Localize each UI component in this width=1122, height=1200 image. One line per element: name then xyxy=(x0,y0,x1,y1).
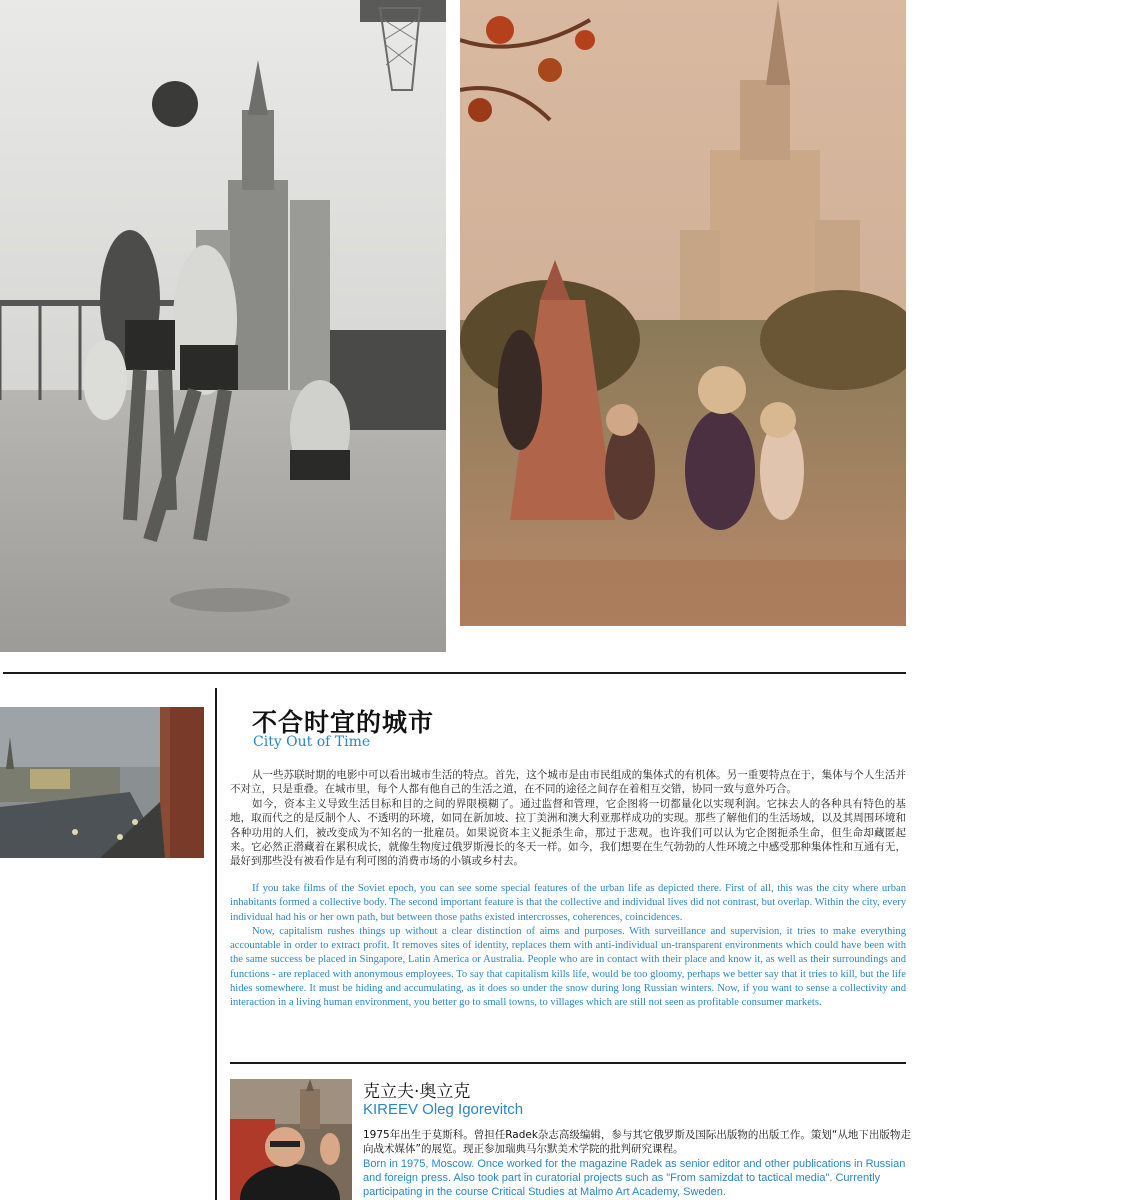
article-body-zh xyxy=(230,768,906,869)
article-body-en xyxy=(230,882,906,1011)
article-title-zh: 不合时宜的城市 xyxy=(252,708,435,737)
moscow-river-photo xyxy=(0,707,204,858)
author-name-en: KIREEV Oleg Igorevitch xyxy=(363,1101,524,1118)
tower-children-photo xyxy=(460,0,906,626)
author-bio-zh: 1975年出生于莫斯科。曾担任Radek杂志高级编辑，参与其它俄罗斯及国际出版物的出版工作。策划“从地下出版物走向战术媒体”的展览。现正参加瑞典马尔默美术学院的批判研究课程。 xyxy=(363,1129,911,1155)
paragraph-zh-2: 如今，资本主义导致生活目标和目的之间的界限模糊了。通过监督和管理，它企图将一切都量化以实现利润。它抹去人的各种具有特色的基地，取而代之的是反制个人、不透明的环境，如同在新加坡、拉丁美洲和澳大利亚那样成功的实现。那些了解他们的生活场域，以及其周围环境和各种功用的人们，被改变成为不知名的一批雇员。如果说资本主义扼杀生命，那过于悲观。也许我们可以认为它企图扼杀生命，但生命却藏匿起来。它必然正潜藏着在累积成长，就像生物度过俄罗斯漫长的冬天一样。如今，我们想要在生气勃勃的人性环境之中感受那种集体性和互通有无，最好到那些没有被看作是有利可图的消费市场的小镇或乡村去。 xyxy=(230,797,906,868)
section-divider-top xyxy=(3,672,906,674)
author-portrait-photo xyxy=(230,1079,352,1200)
author-bio-en: Born in 1975, Moscow. Once worked for the magazine Radek as senior editor and other publications in Russian and foreign press. Also took part in curatorial projects such as "From samizdat to tactical media". Currently participating in the course Critical Studies at Malmo Art Academy, Sweden. xyxy=(363,1158,906,1199)
paragraph-en-1: If you take films of the Soviet epoch, you can see some special features of the urban life as depicted there. First of all, this was the city where urban inhabitants formed a collective body. The second important feature is that the collective and individual lives did not contrast, but overlap. Within the city, every individual had his or her own path, but between those paths existed intercrosses, coherences, coincidences. xyxy=(230,883,906,923)
paragraph-en-2: Now, capitalism rushes things up without a clear distinction of aims and purposes. With surveillance and supervision, it tries to make everything accountable in order to extract profit. It removes sites of identity, replaces them with anti-individual un-transparent environments which could have been with the same success be placed in Singapore, Latin America or Australia. People who are in contact with their place and know it, as well as their surroundings and functions - are replaced with anonymous employees. To say that capitalism kills life, would be too gloomy, perhaps we better say that it tries to kill, but the life hides somewhere. It must be hiding and accumulating, as it does so under the snow during long Russian winters. Now, if you want to sense a collectivity and interaction in a living human environment, you better go to small towns, to villages which are still not seen as profitable consumer markets. xyxy=(230,925,906,1009)
section-divider-author xyxy=(230,1062,906,1064)
column-divider xyxy=(215,688,217,1200)
article-title-en: City Out of Time xyxy=(253,734,371,750)
author-name-zh: 克立夫·奥立克 xyxy=(363,1082,471,1102)
paragraph-zh-1: 从一些苏联时期的电影中可以看出城市生活的特点。首先，这个城市是由市民组成的集体式的有机体。另一重要特点在于，集体与个人生活并不对立，只是重叠。在城市里，每个人都有他自己的生活之道，在不同的途径之间存在着相互交错，协同一致与意外巧合。 xyxy=(230,769,906,796)
basketball-photo xyxy=(0,0,446,652)
